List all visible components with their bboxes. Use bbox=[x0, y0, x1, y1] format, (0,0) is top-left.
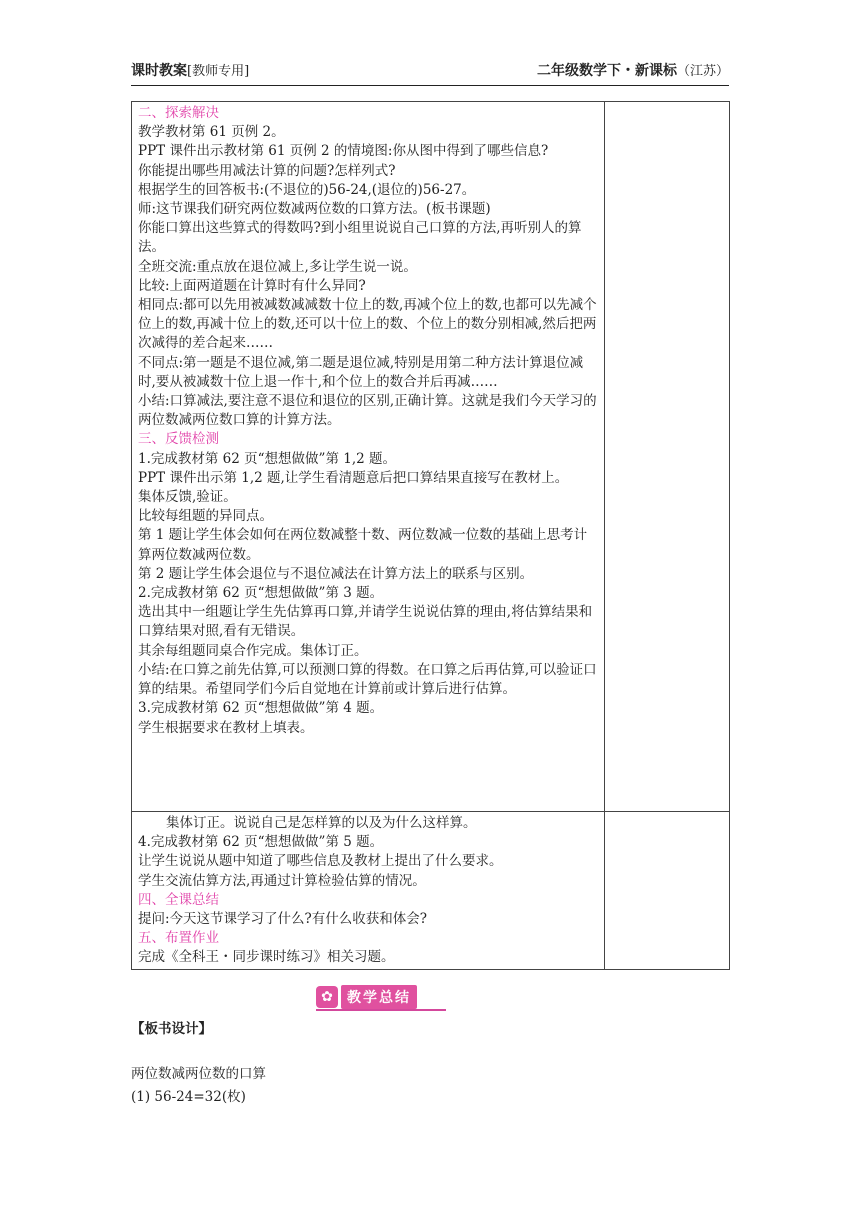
text-line: 完成《全科王・同步课时练习》相关习题。 bbox=[138, 949, 395, 966]
text-line: 4.完成教材第 62 页“想想做做”第 5 题。 bbox=[138, 834, 384, 851]
lesson-main-cell bbox=[132, 812, 605, 969]
text-line: 师:这节课我们研究两位数减两位数的口算方法。(板书课题) bbox=[138, 201, 491, 218]
text-line: 集体反馈,验证。 bbox=[138, 489, 237, 506]
header-divider bbox=[131, 85, 729, 86]
text-line: 学生交流估算方法,再通过计算检验估算的情况。 bbox=[138, 872, 426, 889]
lesson-table-part1 bbox=[131, 101, 730, 812]
text-line: 集体订正。说说自己是怎样算的以及为什么这样算。 bbox=[166, 815, 477, 831]
header-right-sub: （江苏） bbox=[676, 64, 729, 79]
header-left-title: 课时教案 bbox=[131, 63, 187, 79]
text-line: 第 1 题让学生体会如何在两位数减整十数、两位数减一位数的基础上思考计算两位数减两位数。 bbox=[138, 527, 588, 563]
text-line: 1.完成教材第 62 页“想想做做”第 1,2 题。 bbox=[138, 450, 396, 467]
text-line: 2.完成教材第 62 页“想想做做”第 3 题。 bbox=[138, 585, 384, 602]
board-title: 两位数减两位数的口算 bbox=[131, 1066, 266, 1082]
section-heading: 五、布置作业 bbox=[138, 930, 219, 947]
text-line: 不同点:第一题是不退位减,第二题是退位减,特别是用第二种方法计算退位减时,要从被减数十位上退一作十,和个位上的数合并后再减…… bbox=[138, 354, 584, 390]
text-line: 其余每组题同桌合作完成。集体订正。 bbox=[138, 642, 368, 659]
swirl-icon: ✿ bbox=[316, 986, 338, 1008]
text-line: 你能提出哪些用减法计算的问题?怎样列式? bbox=[138, 162, 396, 179]
text-line: 第 2 题让学生体会退位与不退位减法在计算方法上的联系与区别。 bbox=[138, 565, 534, 582]
text-line: 提问:今天这节课学习了什么?有什么收获和体会? bbox=[138, 911, 428, 928]
text-line: 比较:上面两道题在计算时有什么异同? bbox=[138, 277, 366, 294]
lesson-table-part2 bbox=[131, 812, 730, 970]
text-line: PPT 课件出示教材第 61 页例 2 的情境图:你从图中得到了哪些信息? bbox=[138, 143, 549, 160]
header-right-title: 二年级数学下・新课标 bbox=[536, 63, 677, 79]
section-heading: 三、反馈检测 bbox=[138, 431, 219, 448]
text-line: PPT 课件出示第 1,2 题,让学生看清题意后把口算结果直接写在教材上。 bbox=[138, 469, 569, 486]
text-line: 教学教材第 61 页例 2。 bbox=[138, 124, 285, 141]
text-line: 相同点:都可以先用被减数减减数十位上的数,再减个位上的数,也都可以先减个位上的数,再减十位上的数,还可以十位上的数、个位上的数分别相减,然后把两次减得的差合起来…… bbox=[138, 297, 597, 352]
text-line: 你能口算出这些算式的得数吗?到小组里说说自己口算的方法,再听别人的算法。 bbox=[138, 220, 582, 256]
text-line: 3.完成教材第 62 页“想想做做”第 4 题。 bbox=[138, 700, 384, 717]
lesson-main-cell bbox=[132, 102, 605, 811]
lesson-lines bbox=[132, 102, 604, 738]
board-heading: 【板书设计】 bbox=[131, 1021, 212, 1037]
text-line: 选出其中一组题让学生先估算再口算,并请学生说说估算的理由,将估算结果和口算结果对照,看有无错误。 bbox=[138, 604, 593, 640]
text-line: 小结:在口算之前先估算,可以预测口算的得数。在口算之后再估算,可以验证口算的结果。希望同学们今后自觉地在计算前或计算后进行估算。 bbox=[138, 661, 597, 698]
text-line: 学生根据要求在教材上填表。 bbox=[138, 719, 314, 736]
text-line: 比较每组题的异同点。 bbox=[138, 508, 273, 525]
header-left-sub: [教师专用] bbox=[187, 64, 250, 79]
text-line: 全班交流:重点放在退位减上,多让学生说一说。 bbox=[138, 258, 417, 275]
text-line: 小结:口算减法,要注意不退位和退位的区别,正确计算。这就是我们今天学习的两位数减两位数口算的计算方法。 bbox=[138, 393, 597, 429]
section-heading: 二、探索解决 bbox=[138, 105, 219, 121]
summary-banner-label: 教学总结 bbox=[341, 985, 417, 1009]
header-right bbox=[537, 60, 729, 80]
lesson-lines bbox=[132, 812, 604, 968]
text-line: 让学生说说从题中知道了哪些信息及教材上提出了什么要求。 bbox=[138, 853, 503, 870]
summary-banner bbox=[316, 985, 446, 1011]
section-heading: 四、全课总结 bbox=[138, 891, 219, 908]
header-left bbox=[131, 60, 249, 80]
board-line-1: (1) 56-24=32(枚) bbox=[131, 1089, 246, 1105]
text-line: 根据学生的回答板书:(不退位的)56-24,(退位的)56-27。 bbox=[138, 181, 476, 198]
